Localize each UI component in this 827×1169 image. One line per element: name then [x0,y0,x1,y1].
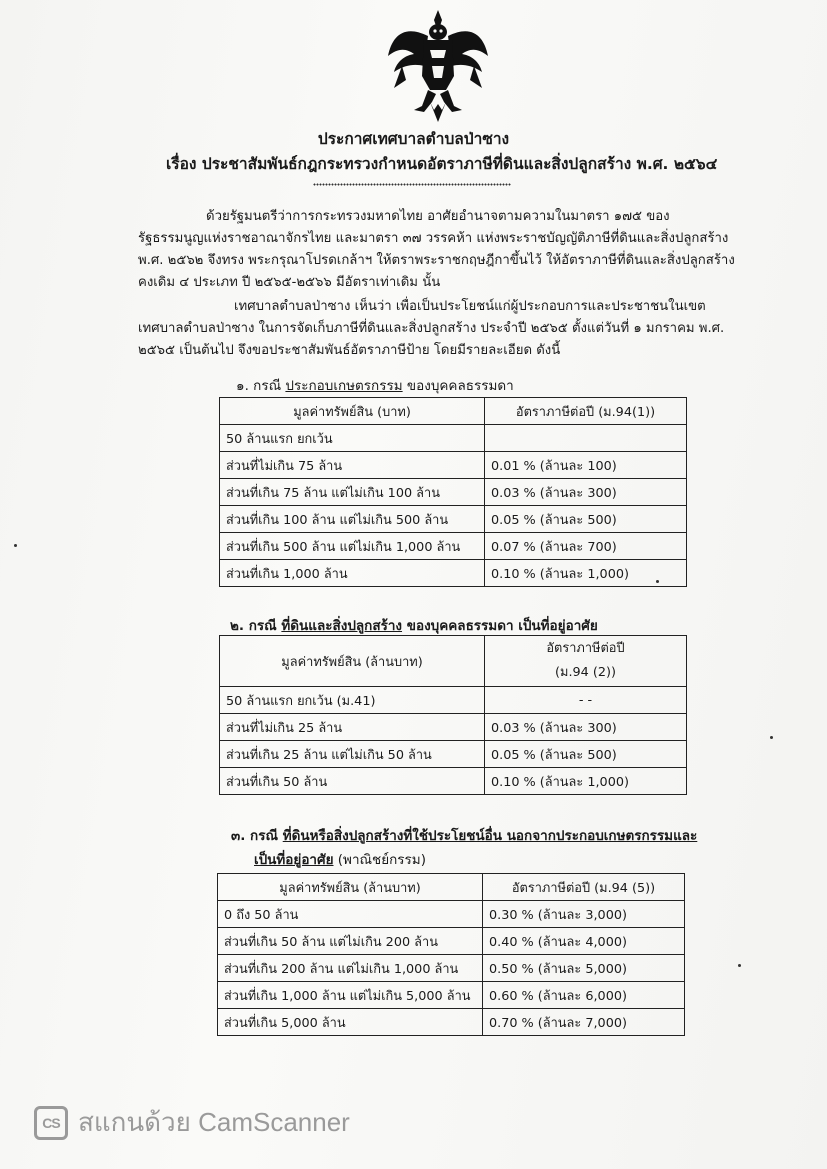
value-cell: 0 ถึง 50 ล้าน [218,901,483,928]
value-cell: ส่วนที่เกิน 100 ล้าน แต่ไม่เกิน 500 ล้าน [220,506,485,533]
table-row [218,1009,685,1036]
section-2-heading [230,614,598,636]
section-3-heading [231,824,697,872]
value-cell: ส่วนที่เกิน 25 ล้าน แต่ไม่เกิน 50 ล้าน [220,741,485,768]
rate-cell: 0.70 % (ล้านละ 7,000) [483,1009,685,1036]
section-1-category: ประกอบเกษตรกรรม [285,378,403,394]
value-cell: ส่วนที่เกิน 50 ล้าน แต่ไม่เกิน 200 ล้าน [218,928,483,955]
value-cell: ส่วนที่เกิน 500 ล้าน แต่ไม่เกิน 1,000 ล้าน [220,533,485,560]
table-row [220,714,687,741]
value-cell: ส่วนที่เกิน 75 ล้าน แต่ไม่เกิน 100 ล้าน [220,479,485,506]
paragraph-line: ๒๕๖๕ เป็นต้นไป จึงขอประชาสัมพันธ์อัตราภาษีป้าย โดยมีรายละเอียด ดังนี้ [138,343,561,358]
column-header-value: มูลค่าทรัพย์สิน (บาท) [220,398,485,425]
value-cell: ส่วนที่เกิน 50 ล้าน [220,768,485,795]
section-3-prefix: ๓. กรณี [231,828,283,844]
table-header-row [218,874,685,901]
column-header-rate: อัตราภาษีต่อปี (ม.94(1)) [485,398,687,425]
camscanner-logo-icon: CS [34,1106,68,1140]
section-3-category-cont: เป็นที่อยู่อาศัย [254,852,334,868]
scan-speck [770,736,773,739]
section-3-line-1 [231,824,697,848]
paragraph-line: รัฐธรรมนูญแห่งราชอาณาจักรไทย และมาตรา ๓๗ วรรคห้า แห่งพระราชบัญญัติภาษีที่ดินและสิ่งปลูกสร้าง [138,231,729,246]
value-cell: ส่วนที่เกิน 5,000 ล้าน [218,1009,483,1036]
paragraph-intro [138,206,758,294]
section-1-heading [236,374,514,396]
value-cell: ส่วนที่เกิน 1,000 ล้าน [220,560,485,587]
column-header-value: มูลค่าทรัพย์สิน (ล้านบาท) [218,874,483,901]
value-cell: ส่วนที่ไม่เกิน 75 ล้าน [220,452,485,479]
document-subject: เรื่อง ประชาสัมพันธ์กฎกระทรวงกำหนดอัตราภาษีที่ดินและสิ่งปลูกสร้าง พ.ศ. ๒๕๖๔ [166,155,718,173]
section-3-suffix: (พาณิชย์กรรม) [333,852,426,868]
garuda-emblem-icon [384,6,492,126]
paragraph-line: พ.ศ. ๒๕๖๒ จึงทรง พระกรุณาโปรดเกล้าฯ ให้ตราพระราชกฤษฎีกาขึ้นไว้ ให้อัตราภาษีที่ดินและสิ่งปลูกสร้าง [138,253,735,268]
section-2-prefix: ๒. กรณี [230,618,282,634]
rate-cell: 0.40 % (ล้านละ 4,000) [483,928,685,955]
residential-rate-table [219,635,687,795]
paragraph-line: เทศบาลตำบลป่าซาง เห็นว่า เพื่อเป็นประโยชน์แก่ผู้ประกอบการและประชาชนในเขต [234,299,706,314]
paragraph-announcement [138,296,758,362]
value-cell: ส่วนที่เกิน 1,000 ล้าน แต่ไม่เกิน 5,000 ล้าน [218,982,483,1009]
column-header-value: มูลค่าทรัพย์สิน (ล้านบาท) [220,636,485,687]
value-cell: 50 ล้านแรก ยกเว้น (ม.41) [220,687,485,714]
table-row [220,479,687,506]
rate-cell: 0.60 % (ล้านละ 6,000) [483,982,685,1009]
rate-cell: 0.10 % (ล้านละ 1,000) [485,560,687,587]
rate-cell: 0.30 % (ล้านละ 3,000) [483,901,685,928]
rate-cell: 0.10 % (ล้านละ 1,000) [485,768,687,795]
rate-cell [485,425,687,452]
section-2-suffix: ของบุคคลธรรมดา เป็นที่อยู่อาศัย [402,618,598,634]
section-3-category: ที่ดินหรือสิ่งปลูกสร้างที่ใช้ประโยชน์อื่น นอกจากประกอบเกษตรกรรมและ [282,828,698,844]
table-row [220,533,687,560]
column-header-rate [485,636,687,687]
scan-speck [14,544,17,547]
table-row [220,506,687,533]
column-header-rate: อัตราภาษีต่อปี (ม.94 (5)) [483,874,685,901]
commercial-rate-table [217,873,685,1036]
table-row [220,560,687,587]
value-cell: ส่วนที่ไม่เกิน 25 ล้าน [220,714,485,741]
rate-header-law: (ม.94 (2)) [555,665,616,680]
rate-header-line: อัตราภาษีต่อปี [546,641,625,656]
table-row [220,687,687,714]
section-1-suffix: ของบุคคลธรรมดา [402,378,514,394]
paragraph-line: เทศบาลตำบลป่าซาง ในการจัดเก็บภาษีที่ดินและสิ่งปลูกสร้าง ประจำปี ๒๕๖๕ ตั้งแต่วันที่ ๑ มกราคม พ.ศ. [138,321,725,336]
rate-cell: 0.03 % (ล้านละ 300) [485,479,687,506]
document-title: ประกาศเทศบาลตำบลป่าซาง [317,130,510,148]
rate-cell: 0.50 % (ล้านละ 5,000) [483,955,685,982]
paragraph-line: คงเดิม ๔ ประเภท ปี ๒๕๖๕-๒๕๖๖ มีอัตราเท่าเดิม นั้น [138,275,441,290]
table-row [220,452,687,479]
table-row [220,741,687,768]
rate-cell: 0.07 % (ล้านละ 700) [485,533,687,560]
table-row [218,955,685,982]
table-row [220,425,687,452]
table-row [218,901,685,928]
paragraph-line: ด้วยรัฐมนตรีว่าการกระทรวงมหาดไทย อาศัยอำนาจตามความในมาตรา ๑๗๕ ของ [206,209,670,224]
rate-cell: 0.03 % (ล้านละ 300) [485,714,687,741]
section-1-prefix: ๑. กรณี [236,378,286,394]
table-row [218,982,685,1009]
section-3-line-2 [231,848,697,872]
camscanner-watermark [34,1102,350,1143]
scan-speck [738,964,741,967]
rate-cell: 0.01 % (ล้านละ 100) [485,452,687,479]
rate-cell: 0.05 % (ล้านละ 500) [485,506,687,533]
dotted-divider [313,183,511,186]
table-header-row [220,398,687,425]
rate-cell: - - [485,687,687,714]
watermark-text: สแกนด้วย CamScanner [78,1107,350,1137]
table-row [218,928,685,955]
agriculture-rate-table [219,397,687,587]
table-header-row [220,636,687,687]
value-cell: 50 ล้านแรก ยกเว้น [220,425,485,452]
rate-cell: 0.05 % (ล้านละ 500) [485,741,687,768]
value-cell: ส่วนที่เกิน 200 ล้าน แต่ไม่เกิน 1,000 ล้าน [218,955,483,982]
table-row [220,768,687,795]
scan-speck [656,580,659,583]
section-2-category: ที่ดินและสิ่งปลูกสร้าง [281,618,403,634]
